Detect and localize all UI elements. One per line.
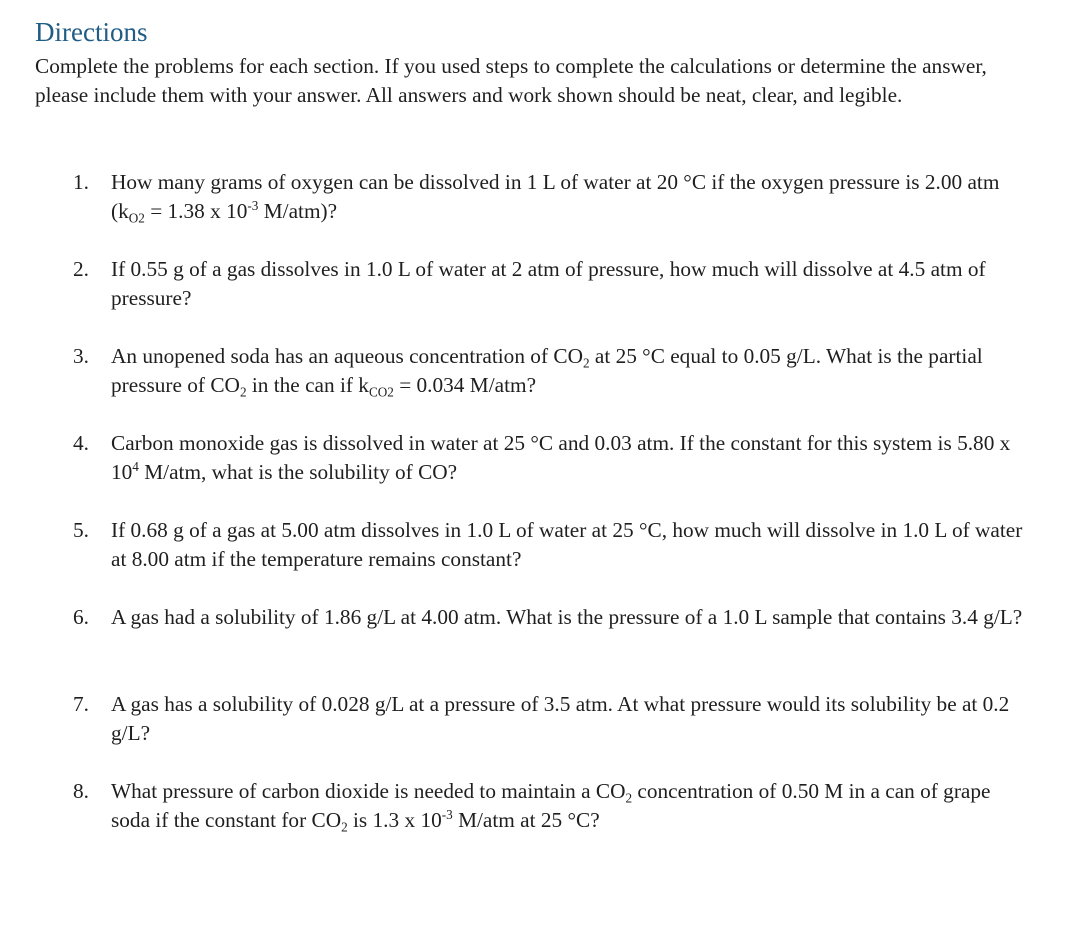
question-text bbox=[111, 603, 1031, 632]
subscript: 2 bbox=[625, 790, 633, 806]
question-text-run: If 0.68 g of a gas at 5.00 atm dissolves in 1.0 L of water at 25 °C, how much will dissolve in 1.0 L of water at 8.00 atm if the temperature remains constant? bbox=[111, 518, 1023, 571]
question-text-run: M/atm, what is the solubility of CO? bbox=[138, 460, 458, 484]
question-text-run: M/atm at 25 °C? bbox=[452, 808, 600, 832]
question-text bbox=[111, 777, 1031, 835]
subscript: 2 bbox=[239, 384, 247, 400]
question-text bbox=[111, 255, 1031, 313]
question-text-run: What pressure of carbon dioxide is needed to maintain a CO bbox=[111, 779, 626, 803]
question-text-run: A gas had a solubility of 1.86 g/L at 4.00 atm. What is the pressure of a 1.0 L sample that contains 3.4 g/L? bbox=[111, 605, 1023, 629]
question-text-run: is 1.3 x 10 bbox=[347, 808, 442, 832]
question-text-run: How many grams of oxygen can be dissolved in 1 L of water at 20 °C if the oxygen pressure is 2.00 atm (k bbox=[111, 170, 1000, 223]
question-text bbox=[111, 690, 1031, 748]
question-list bbox=[0, 168, 1080, 864]
question-number: 2. bbox=[73, 257, 89, 281]
question-text bbox=[111, 342, 1031, 400]
question-item bbox=[0, 777, 1080, 864]
superscript: -3 bbox=[441, 807, 453, 823]
question-text-run: at 25 °C equal to 0.05 g/L. What is the partial pressure of CO bbox=[111, 344, 983, 397]
question-item bbox=[0, 255, 1080, 342]
question-item bbox=[0, 603, 1080, 690]
question-item bbox=[0, 690, 1080, 777]
question-text-run: = 1.38 x 10 bbox=[144, 199, 248, 223]
question-text-run: A gas has a solubility of 0.028 g/L at a pressure of 3.5 atm. At what pressure would its solubility be at 0.2 g/L? bbox=[111, 692, 1010, 745]
superscript: 4 bbox=[132, 459, 139, 475]
directions-text: Complete the problems for each section. If you used steps to complete the calculations or determine the answer, please include them with your answer. All answers and work shown should be neat, clear, and legible. bbox=[35, 54, 987, 107]
question-text-run: M/atm)? bbox=[258, 199, 338, 223]
subscript: 2 bbox=[341, 819, 348, 835]
question-text bbox=[111, 429, 1031, 487]
question-text-run: Carbon monoxide gas is dissolved in water at 25 °C and 0.03 atm. If the constant for this system is 5.80 x 10 bbox=[111, 431, 1011, 484]
question-text-run: concentration of 0.50 M in a can of grape soda if the constant for CO bbox=[111, 779, 991, 832]
question-text-run: = 0.034 M/atm? bbox=[393, 373, 537, 397]
question-text bbox=[111, 168, 1031, 226]
question-number: 4. bbox=[73, 431, 89, 455]
question-text-run: If 0.55 g of a gas dissolves in 1.0 L of water at 2 atm of pressure, how much will dissolve at 4.5 atm of pressure? bbox=[111, 257, 986, 310]
question-text-run: in the can if k bbox=[246, 373, 369, 397]
question-item bbox=[0, 429, 1080, 516]
question-item bbox=[0, 342, 1080, 429]
superscript: -3 bbox=[247, 198, 259, 214]
question-number: 6. bbox=[73, 605, 89, 629]
subscript: CO2 bbox=[368, 384, 394, 400]
question-number: 8. bbox=[73, 779, 89, 803]
question-number: 5. bbox=[73, 518, 89, 542]
question-text bbox=[111, 516, 1031, 574]
question-number: 7. bbox=[73, 692, 89, 716]
question-number: 3. bbox=[73, 344, 89, 368]
question-item bbox=[0, 168, 1080, 255]
question-number: 1. bbox=[73, 170, 89, 194]
subscript: 2 bbox=[582, 355, 590, 371]
directions-heading: Directions bbox=[35, 17, 148, 47]
question-text-run: An unopened soda has an aqueous concentration of CO bbox=[111, 344, 583, 368]
subscript: O2 bbox=[128, 210, 145, 226]
question-item bbox=[0, 516, 1080, 603]
